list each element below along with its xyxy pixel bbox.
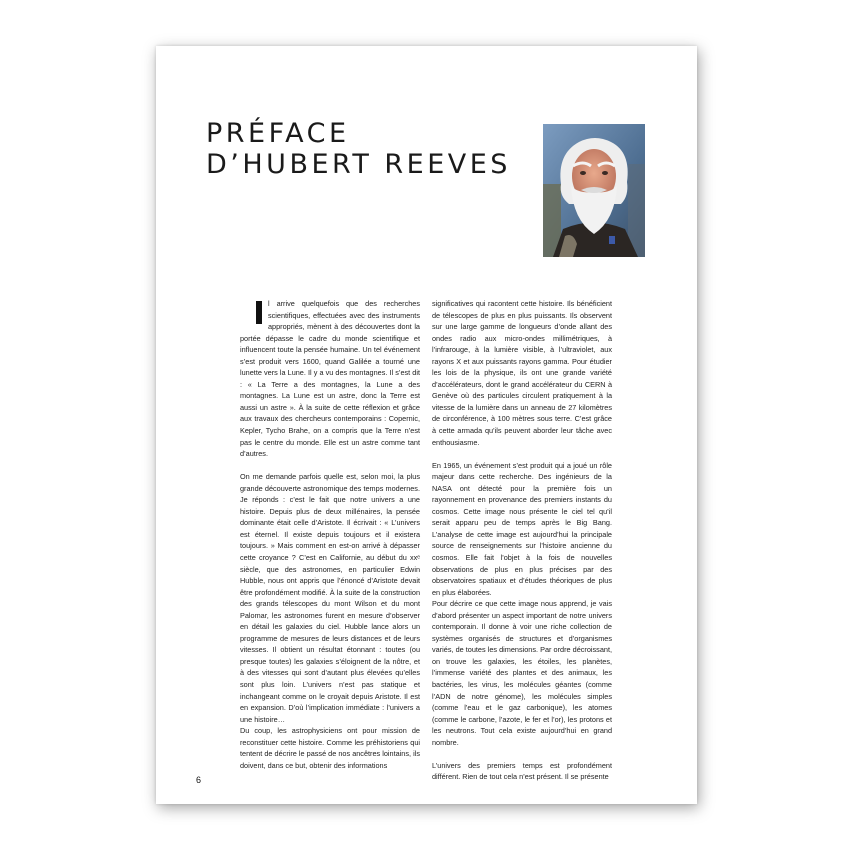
paragraph-6: Pour décrire ce que cette image nous apprend, je vais d’abord présenter un aspect important de notre univers contemporain. Il donne à voir une riche collection de systèmes organisés de structures et d’organismes variés, de toutes les dimensions. Par ordre décroissant, on trouve les galaxies, les étoiles, les planètes, l’immense variété des plantes et des animaux, les bactéries, les virus, les molécules géantes (comme l’ADN de notre génome), les molécules simples (comme l’eau et le gaz carbonique), les atomes (comme le carbone, l’azote, le fer et l’or), les protons et les neutrons. Tout cela existe aujourd’hui en grand nombre. bbox=[432, 599, 612, 747]
dropcap-letter bbox=[256, 301, 262, 324]
text-column-right bbox=[432, 298, 612, 794]
title-line-2: D’HUBERT REEVES bbox=[206, 149, 511, 180]
paragraph-4: significatives qui racontent cette histoire. Ils bénéficient de télescopes de plus en plus puissants. Ils observent sur une large gamme de longueurs d’onde allant des ondes radio aux micro-ondes millimétriques, à l’infrarouge, à la lumière visible, à l’ultraviolet, aux rayons X et aux puissants rayons gamma. Pour étudier les lois de la physique, ils ont une grande variété d’accélérateurs, dont le grand accélérateur du CERN à Genève où des particules circulent pratiquement à la vitesse de la lumière dans un anneau de 27 kilomètres de circonférence, à 100 mètres sous terre. C’est grâce à cette armada qu’ils peuvent aborder leur tâche avec enthousiasme. bbox=[432, 299, 612, 447]
paragraph-7: L’univers des premiers temps est profondément différent. Rien de tout cela n’est présent. Il se présente bbox=[432, 760, 612, 782]
page-title bbox=[206, 118, 511, 180]
title-line-1: PRÉFACE bbox=[206, 118, 350, 149]
portrait-illustration bbox=[543, 124, 645, 257]
paragraph-5: En 1965, un événement s’est produit qui a joué un rôle majeur dans cette recherche. Des ingénieurs de la NASA ont détecté pour la première fois un rayonnement en provenance des premiers instants du cosmos. Cette image nous présente le ciel tel qu’il serait apparu peu de temps après le Big Bang. L’analyse de cette image est aujourd’hui la principale source de renseignements sur l’histoire ancienne du cosmos. Elle fait l’objet à la fois de nouvelles observations de plus en plus précises par des observatoires spatiaux et d’études théoriques de plus en plus élaborées. bbox=[432, 460, 612, 597]
book-page bbox=[156, 46, 697, 804]
page-number: 6 bbox=[196, 775, 202, 785]
text-column-left bbox=[240, 298, 420, 783]
author-portrait-photo bbox=[543, 124, 645, 257]
paragraph-1: l arrive quelquefois que des recherches scientifiques, effectuées avec des instruments appropriés, mènent à des découvertes dont la portée dépasse le cadre du monde scientifique et influencent toute la pensée humaine. Un tel événement s’est produit vers 1600, quand Galilée a tourné une lunette vers la Lune. Il y a vu des montagnes. Il s’est dit : « La Terre a des montagnes, la Lune a des montagnes. La Lune est un astre, donc la Terre est aussi un astre ». À la suite de cette réflexion et grâce aux travaux des chercheurs contemporains : Copernic, Kepler, Tycho Brahe, on a compris que la Terre n’est pas le centre du monde. Elle est un astre comme tant d’autres. bbox=[240, 299, 420, 459]
paragraph-2: On me demande parfois quelle est, selon moi, la plus grande découverte astronomique des temps modernes. Je réponds : c’est le fait que notre univers a une histoire. Depuis plus de deux millénaires, la pensée dominante était celle d’Aristote. Il écrivait : « L’univers est éternel. Il existe depuis toujours et il existera toujours. » Mais comment en est-on arrivé à dépasser cette croyance ? C’est en Californie, au début du xxᵉ siècle, que des astronomes, en particulier Edwin Hubble, nous ont appris que l’énoncé d’Aristote devait être profondément modifié. À la suite de la construction des grands télescopes du mont Wilson et du mont Palomar, les astronomes furent en mesure d’observer en détail les galaxies du ciel. Hubble lance alors un programme de mesures de leurs distances et de leurs vitesses. Il obtient un résultat étonnant : toutes (ou presque toutes) les galaxies s’éloignent de la nôtre, et à des vitesses qui sont d’autant plus élevées qu’elles sont plus loin. L’univers n’est pas statique et inchangeant comme on le croyait depuis Aristote. Il est en expansion. D’où l’implication immédiate : l’univers a une histoire… bbox=[240, 472, 420, 724]
paragraph-3: Du coup, les astrophysiciens ont pour mission de reconstituer cette histoire. Comme les préhistoriens qui tentent de décrire le passé de nos ancêtres lointains, ils doivent, dans ce but, obtenir des informations bbox=[240, 726, 420, 770]
